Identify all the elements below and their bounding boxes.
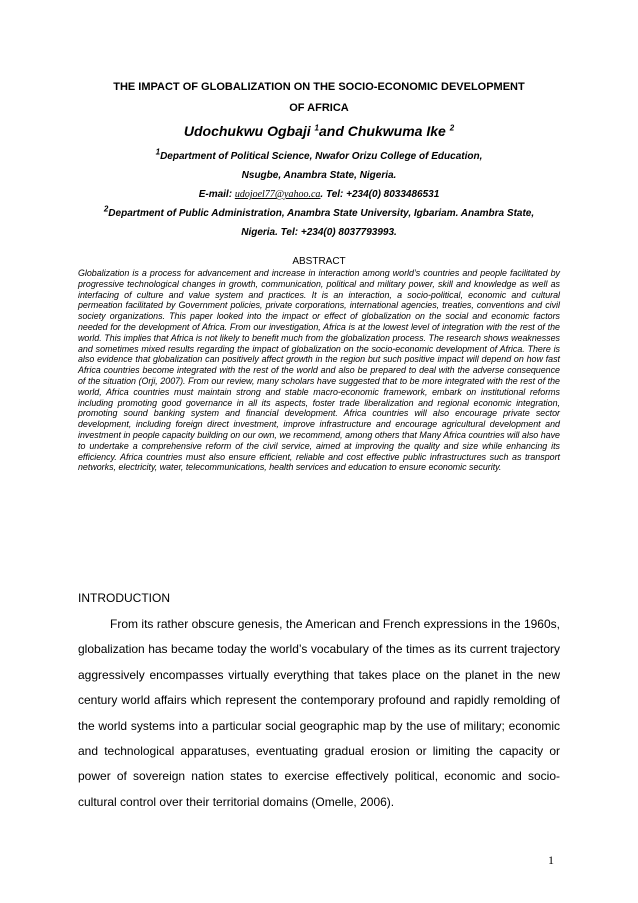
affiliation-2-line-2: Nigeria. Tel: +234(0) 8037793993. [241,227,397,238]
page-number: 1 [548,853,554,867]
author-2-superscript: 2 [449,123,455,133]
title-line-1: THE IMPACT OF GLOBALIZATION ON THE SOCIO-ECONOMIC DEVELOPMENT [113,81,525,93]
affiliation-2-line-1 [70,204,568,223]
introduction-heading: INTRODUCTION [78,591,170,605]
abstract-body: Globalization is a process for advancement and increase in interaction among world’s countries and people facilitated by progressive technological changes in growth, communication, political and military power, skill and knowledge as well as interfacing of culture and value system and practices. It is an interaction, a socio-political, economic and cultural permeation facilitated by Government policies, private corporations, international agencies, treaties, conventions and civil society organizations. This paper looked into the impact or effect of globalization on the social and economic factors needed for the development of Africa. From our investigation, Africa is at the lowest level of integration with the rest of the world. This implies that Africa is not likely to benefit much from the globalization process. The research shows weaknesses and sometimes mixed results regarding the impact of globalization on the socio-economic development of Africa. There is also evidence that globalization can positively affect growth in the region but such positive impact will depend on how fast Africa countries become integrated with the rest of the world and also be prepared to deal with the adverse consequence of the situation (Orji, 2007). From our review, many scholars have suggested that to be more integrated with the rest of the world, Africa countries must maintain strong and stable macro-economic framework, embark on institutional reforms including promoting good governance in all its aspects, foster trade liberalization and regional economic integration, promoting sound banking system and financial development. Africa countries will also encourage private sector development, including foreign direct investment, improve infrastructure and encourage agricultural development and investment in people capacity building on our own, we recommend, among others that Many Africa countries will also have to undertake a comprehensive reform of the civil service, aimed at improving the quality and size while enhancing its efficiency. Africa countries must also ensure efficient, reliable and cost effective public infrastructures such as transport networks, electricity, water, telecommunications, health services and education to ensure economic security. [78,268,560,473]
author-1-name: Udochukwu Ogbaji [183,123,311,139]
affiliation-1-department: Department of Political Science, Nwafor Orizu College of Education, [160,151,483,162]
affiliation-1-superscript: 1 [155,147,161,157]
author-line [78,122,560,140]
introduction-body: From its rather obscure genesis, the American and French expressions in the 1960s, globalization has became today the world’s vocabulary of the times as its current trajectory aggressively encompasses virtually everything that takes place on the planet in the new century world affairs which represent the contemporary profound and rapidly remolding of the world systems into a particular social geographic map by the use of military; economic and technological apparatuses, eventuating gradual erosion or limiting the capacity or power of sovereign nation states to exercise effectively political, economic and socio-cultural control over their territorial domains (Omelle, 2006). [78,617,560,809]
paper-title [78,77,560,119]
affiliation-1-contact [70,185,568,204]
author-1-superscript: 1 [314,123,319,133]
affiliation-1-tel: . Tel: +234(0) 8033486531 [320,189,440,200]
abstract-heading: ABSTRACT [292,256,346,267]
email-label: E-mail: [198,189,233,200]
email-link[interactable]: udojoel77@yahoo.ca [234,189,321,200]
affiliation-1-line-1 [70,147,568,166]
affiliation-1 [70,147,568,204]
title-line-2: OF AFRICA [289,102,349,114]
author-2-name: and Chukwuma Ike [318,123,446,139]
affiliation-1-line-2: Nsugbe, Anambra State, Nigeria. [241,170,397,181]
affiliation-2-superscript: 2 [103,204,109,214]
affiliation-2-department: Department of Public Administration, Anambra State University, Igbariam. Anambra State, [108,208,535,219]
affiliation-2 [70,204,568,242]
